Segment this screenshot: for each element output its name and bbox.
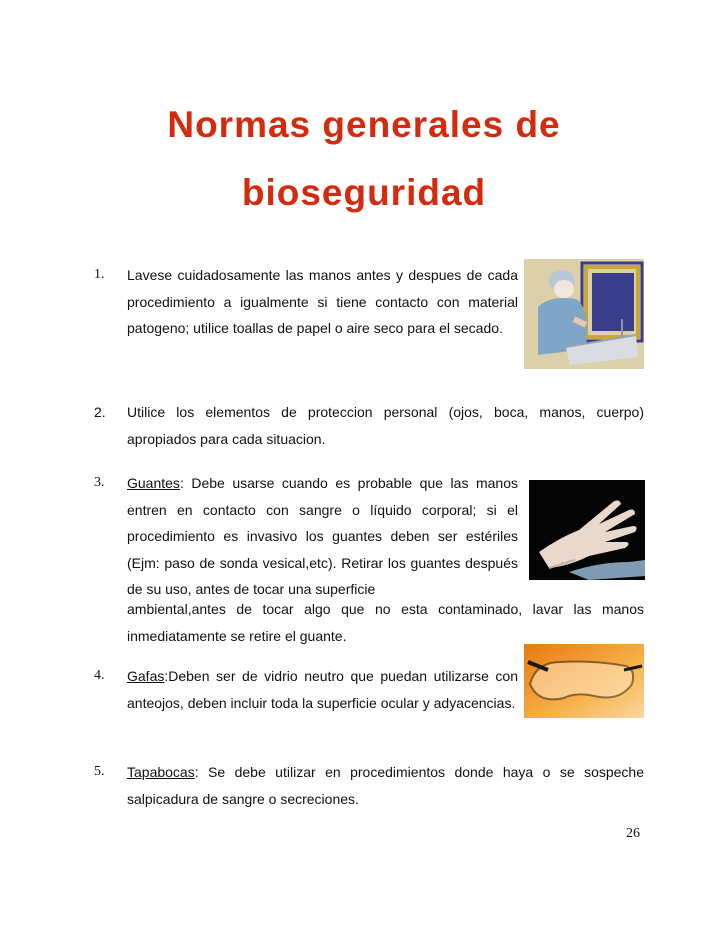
gloves-image	[529, 480, 645, 580]
item-term-gafas: Gafas	[127, 668, 165, 684]
item-text-3-part2: ambiental,antes de tocar algo que no esta contaminado, lavar las manos inmediatamente se retire el guante.	[127, 601, 644, 644]
item-text-5: Tapabocas: Se debe utilizar en procedimientos donde haya o se sospeche salpicadura de sangre o secreciones.	[127, 764, 644, 807]
item-number-3: 3.	[94, 475, 105, 490]
item-text-3-part1: : Debe usarse cuando es probable que las manos entren en contacto con sangre o líquido corporal; si el procedimiento es invasivo los guantes deben ser estériles (Ejm: paso de sonda vesical,etc). Retirar los guantes después de su uso, antes de tocar una superficie	[127, 475, 518, 597]
item-text-2: Utilice los elementos de proteccion personal (ojos, boca, manos, cuerpo) apropiados para cada situacion.	[127, 404, 644, 447]
page-title-line-2: bioseguridad	[241, 172, 487, 213]
item-text-3a	[127, 470, 518, 603]
item-term-tapabocas: Tapabocas	[127, 764, 195, 780]
handwashing-image	[524, 259, 644, 369]
item-text-1: Lavese cuidadosamente las manos antes y despues de cada procedimiento a igualmente si tiene contacto con material patogeno; utilice toallas de papel o aire seco para el secado.	[127, 267, 518, 336]
page-title-line-1: Normas generales de	[167, 104, 561, 145]
page-number: 26	[626, 826, 640, 841]
item-number-1: 1.	[94, 267, 105, 282]
goggles-image	[524, 644, 644, 718]
item-number-4: 4.	[94, 668, 105, 683]
item-text-4: Gafas:Deben ser de vidrio neutro que puedan utilizarse con anteojos, deben incluir toda la superficie ocular y adyacencias.	[127, 668, 518, 711]
item-number-2: 2.	[94, 404, 106, 420]
item-term-guantes: Guantes	[127, 475, 180, 491]
item-number-5: 5.	[94, 764, 105, 779]
